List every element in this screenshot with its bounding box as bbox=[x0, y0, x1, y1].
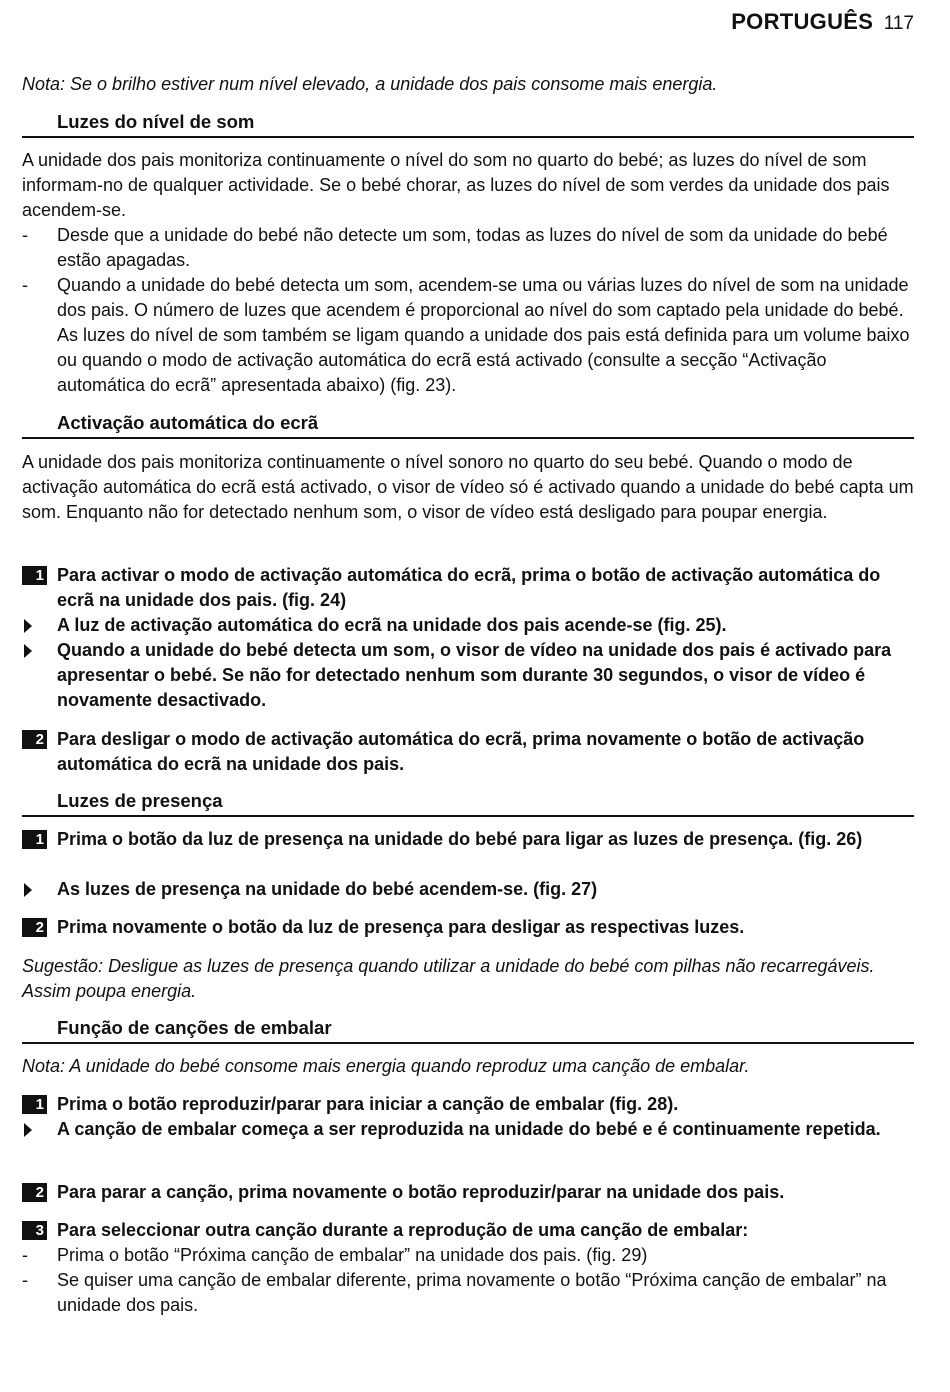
arrow-bullet-icon bbox=[24, 1123, 32, 1137]
result-text: A canção de embalar começa a ser reproduzida na unidade do bebé e é continuamente repetida. bbox=[57, 1119, 881, 1139]
arrow-bullet-icon bbox=[24, 619, 32, 633]
step-text: Prima novamente o botão da luz de presença para desligar as respectivas luzes. bbox=[57, 917, 745, 937]
step-text: Para activar o modo de activação automática do ecrã, prima o botão de activação automática do ecrã na unidade dos pais. (fig. 24) bbox=[57, 565, 881, 610]
list-item-text: Quando a unidade do bebé detecta um som, acendem-se uma ou várias luzes do nível de som na unidade dos pais. O número de luzes que acendem é proporcional ao nível do som captado pela unidade do bebé. As luzes do nível de som também se ligam quando a unidade dos pais está definida para um volume baixo ou quando o modo de activação automática do ecrã está activado (consulte a secção “Activação automática do ecrã” apresentada abaixo) (fig. 23). bbox=[57, 275, 910, 395]
result-text: A luz de activação automática do ecrã na unidade dos pais acende-se (fig. 25). bbox=[57, 615, 727, 635]
dash-mark: - bbox=[22, 1270, 28, 1290]
step-number-badge: 2 bbox=[22, 918, 47, 937]
section-title-lullabies bbox=[22, 1016, 914, 1044]
dash-mark: - bbox=[22, 225, 28, 245]
note-brightness: Nota: Se o brilho estiver num nível elevado, a unidade dos pais consome mais energia. bbox=[22, 74, 718, 94]
result-text: As luzes de presença na unidade do bebé acendem-se. (fig. 27) bbox=[57, 879, 598, 899]
step-number-badge: 2 bbox=[22, 1183, 47, 1202]
page-number: 117 bbox=[883, 13, 914, 34]
result-text: Quando a unidade do bebé detecta um som, o visor de vídeo na unidade dos pais é activado para apresentar o bebé. Se não for detectado nenhum som durante 30 segundos, o visor de vídeo é novamente desactivado. bbox=[57, 640, 892, 710]
list-item-text: Desde que a unidade do bebé não detecte um som, todas as luzes do nível de som da unidade do bebé estão apagadas. bbox=[57, 225, 888, 270]
section-title-auto-screen bbox=[22, 411, 914, 439]
step-text: Para parar a canção, prima novamente o botão reproduzir/parar na unidade dos pais. bbox=[57, 1182, 785, 1202]
section-title-text: Activação automática do ecrã bbox=[57, 412, 319, 433]
arrow-bullet-icon bbox=[24, 644, 32, 658]
header-language: PORTUGUÊS bbox=[731, 9, 874, 34]
step-text: Prima o botão da luz de presença na unidade do bebé para ligar as luzes de presença. (fig. 26) bbox=[57, 829, 863, 849]
section-title-text: Luzes de presença bbox=[57, 790, 223, 811]
section-title-sound-lights bbox=[22, 110, 914, 138]
step-number-badge: 1 bbox=[22, 830, 47, 849]
step-number-badge: 2 bbox=[22, 730, 47, 749]
step-text: Prima o botão reproduzir/parar para iniciar a canção de embalar (fig. 28). bbox=[57, 1094, 679, 1114]
step-text: Para seleccionar outra canção durante a reprodução de uma canção de embalar: bbox=[57, 1220, 749, 1240]
section-title-presence-lights bbox=[22, 789, 914, 817]
tip-presence-lights: Sugestão: Desligue as luzes de presença quando utilizar a unidade do bebé com pilhas não recarregáveis. Assim poupa energia. bbox=[22, 956, 875, 1001]
list-item-text: Se quiser uma canção de embalar diferente, prima novamente o botão “Próxima canção de embalar” na unidade dos pais. bbox=[57, 1270, 887, 1315]
step-number-badge: 3 bbox=[22, 1221, 47, 1240]
paragraph-sound-lights: A unidade dos pais monitoriza continuamente o nível do som no quarto do bebé; as luzes do nível de som informam-no de qualquer actividade. Se o bebé chorar, as luzes do nível de som verdes da unidade dos pais acendem-se. bbox=[22, 150, 890, 220]
step-number-badge: 1 bbox=[22, 566, 47, 585]
dash-mark: - bbox=[22, 1245, 28, 1265]
section-title-text: Função de canções de embalar bbox=[57, 1017, 332, 1038]
page-header bbox=[731, 9, 914, 35]
dash-mark: - bbox=[22, 275, 28, 295]
arrow-bullet-icon bbox=[24, 883, 32, 897]
section-title-text: Luzes do nível de som bbox=[57, 111, 255, 132]
note-lullaby-energy: Nota: A unidade do bebé consome mais energia quando reproduz uma canção de embalar. bbox=[22, 1056, 750, 1076]
paragraph-auto-screen: A unidade dos pais monitoriza continuamente o nível sonoro no quarto do seu bebé. Quando o modo de activação automática do ecrã está activado, o visor de vídeo só é activado quando a unidade do bebé capta um som. Enquanto não for detectado nenhum som, o visor de vídeo está desligado para poupar energia. bbox=[22, 452, 914, 522]
list-item-text: Prima o botão “Próxima canção de embalar” na unidade dos pais. (fig. 29) bbox=[57, 1245, 648, 1265]
step-text: Para desligar o modo de activação automática do ecrã, prima novamente o botão de activação automática do ecrã na unidade dos pais. bbox=[57, 729, 865, 774]
step-number-badge: 1 bbox=[22, 1095, 47, 1114]
